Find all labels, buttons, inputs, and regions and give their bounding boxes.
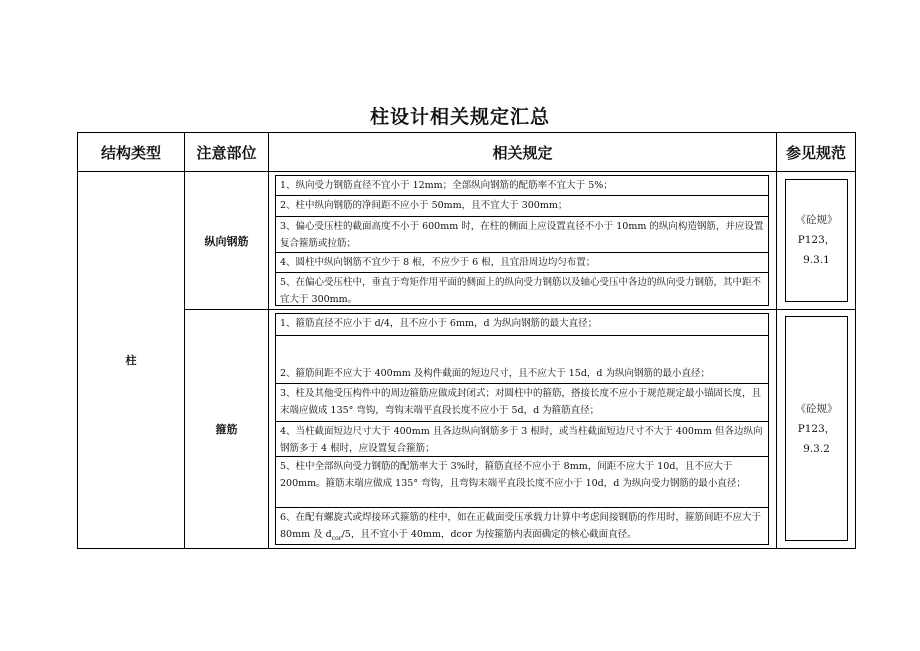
rule-item	[275, 507, 769, 545]
reference-box	[785, 316, 848, 541]
part-longitudinal-rebar: 纵向钢筋	[185, 172, 269, 310]
reference-code: 《砼规》P123，	[795, 214, 838, 246]
header-reference: 参见规范	[777, 133, 856, 172]
header-structure-type: 结构类型	[78, 133, 185, 172]
rule-text: 2、箍筋间距不应大于 400mm 及构件截面的短边尺寸，且不应大于 15d，d 为纵向钢筋的最小直径；	[280, 368, 711, 379]
rules-longitudinal-rebar	[269, 172, 777, 310]
reference-cell-longitudinal	[777, 172, 856, 310]
header-regulations: 相关规定	[269, 133, 777, 172]
rule-item: 3、偏心受压柱的截面高度不小于 600mm 时，在柱的侧面上应设置直径不小于 10mm 的纵向构造钢筋，并应设置复合箍筋或拉筋；	[275, 216, 769, 252]
rule-item: 1、纵向受力钢筋直径不宜小于 12mm；全部纵向钢筋的配筋率不宜大于 5%；	[275, 175, 769, 195]
table-header-row	[78, 133, 856, 172]
rule-text-end: /5，且不宜小于 40mm，dcor 为按箍筋内表面确定的核心截面直径。	[341, 529, 637, 540]
rule-item: 5、在偏心受压柱中，垂直于弯矩作用平面的侧面上的纵向受力钢筋以及轴心受压中各边的纵向受力钢筋，其中距不宜大于 300mm。	[275, 272, 769, 306]
rule-item: 4、当柱截面短边尺寸大于 400mm 且各边纵向钢筋多于 3 根时，或当柱截面短边尺寸不大于 400mm 但各边纵向钢筋多于 4 根时，应设置复合箍筋；	[275, 421, 769, 456]
rule-item: 1、箍筋直径不应小于 d/4，且不应小于 6mm，d 为纵向钢筋的最大直径；	[275, 313, 769, 335]
rule-item: 5、柱中全部纵向受力钢筋的配筋率大于 3%时，箍筋直径不应小于 8mm，间距不应大于 10d，且不应大于 200mm。箍筋末端应做成 135° 弯钩，且弯钩末端平直段长度不应小于 10d，d 为纵向受力钢筋的最小直径；	[275, 456, 769, 507]
rule-item	[275, 335, 769, 383]
reference-clause: 9.3.1	[803, 254, 830, 266]
regulations-table	[77, 132, 856, 549]
page-title: 柱设计相关规定汇总	[369, 106, 550, 128]
table-row	[78, 310, 856, 549]
rule-item: 4、圆柱中纵向钢筋不宜少于 8 根，不应少于 6 根，且宜沿周边均匀布置；	[275, 252, 769, 272]
rule-item: 2、柱中纵向钢筋的净间距不应小于 50mm，且不宜大于 300mm；	[275, 195, 769, 216]
subscript-cor: cor	[331, 534, 342, 542]
structure-type-cell: 柱	[78, 172, 185, 549]
reference-box	[785, 179, 848, 302]
rule-item: 3、柱及其他受压构件中的周边箍筋应做成封闭式；对圆柱中的箍筋，搭接长度不应小于规范规定最小锚固长度，且末端应做成 135° 弯钩，弯钩末端平直段长度不应小于 5d，d 为箍筋直径；	[275, 383, 769, 421]
rules-stirrup	[269, 310, 777, 549]
table-row	[78, 172, 856, 310]
reference-clause: 9.3.2	[803, 442, 830, 455]
reference-cell-stirrup	[777, 310, 856, 549]
part-stirrup: 箍筋	[185, 310, 269, 549]
reference-code: 《砼规》P123，	[795, 402, 838, 435]
header-part: 注意部位	[185, 133, 269, 172]
rule-text: 6、在配有螺旋式或焊接环式箍筋的柱中，如在正截面受压承载力计算中考虑间接钢筋的作用时，箍筋间距不应大于 80mm 及 d	[280, 512, 762, 540]
